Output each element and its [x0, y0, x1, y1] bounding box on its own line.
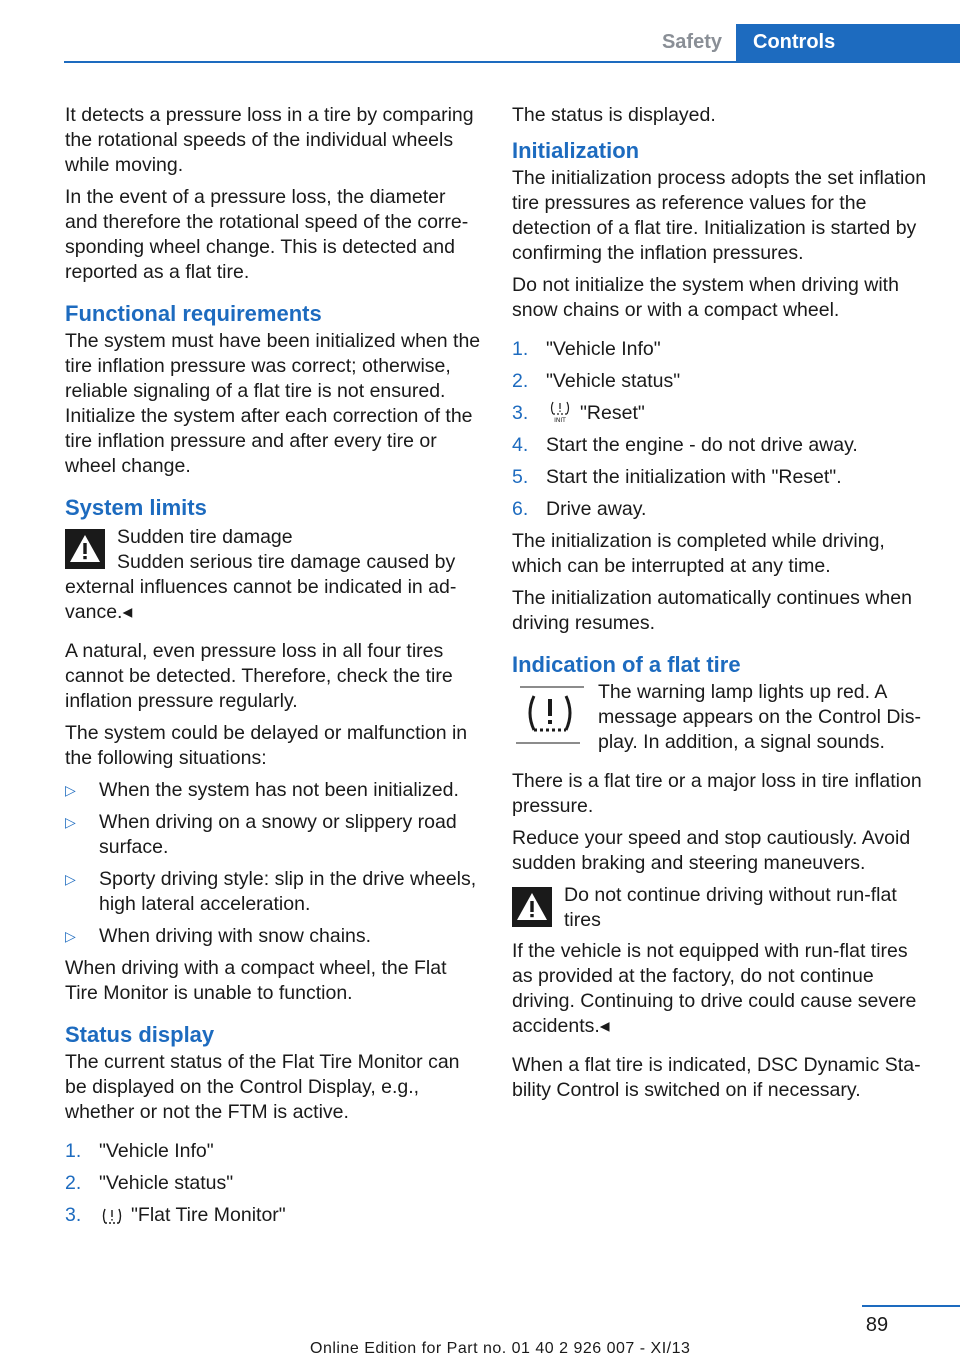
init-steps-list — [512, 337, 932, 522]
paragraph: The system must have been initialized when the tire inflation pressure was correct; otherwise, reliable signaling of a flat tire is not ensured. Initialize the system after each correction of the tire inflation pressure and after every tire or wheel change. — [65, 330, 481, 477]
list-item — [65, 778, 483, 803]
heading-functional-requirements: Functional requirements — [65, 301, 322, 326]
triangle-bullet-icon: ▷ — [65, 814, 76, 830]
svg-text:INIT: INIT — [554, 417, 566, 423]
list-item — [512, 433, 932, 458]
tire-pressure-icon — [101, 1207, 123, 1225]
list-item — [65, 810, 483, 860]
edition-note: Online Edition for Part no. 01 40 2 926 007 - XI/13 — [310, 1340, 691, 1357]
paragraph: When driving with a compact wheel, the Flat Tire Monitor is unable to function. — [65, 957, 447, 1004]
page-number: 89 — [865, 1314, 889, 1336]
list-item — [65, 867, 483, 917]
warning-lamp-block — [512, 680, 932, 755]
warning-triangle-icon — [65, 529, 105, 569]
paragraph: The status is displayed. — [512, 104, 716, 126]
list-item — [512, 401, 932, 426]
list-item-text: When the system has not been initialized. — [99, 779, 459, 801]
step-number: 3. — [512, 402, 529, 424]
step-number: 6. — [512, 498, 529, 520]
step-number: 5. — [512, 466, 529, 488]
step-text: Drive away. — [546, 498, 647, 520]
step-number: 4. — [512, 434, 529, 456]
warning-lamp-text: The warning lamp lights up red. A message appears on the Control Display. In addition, a signal sounds. — [598, 681, 922, 753]
list-item — [512, 465, 932, 490]
list-item-text: When driving with snow chains. — [99, 925, 372, 947]
step-number: 1. — [65, 1140, 82, 1162]
heading-initialization: Initialization — [512, 138, 640, 163]
paragraph: Do not initialize the system when driving with snow chains or with a compact wheel. — [512, 274, 899, 321]
heading-status-display: Status display — [65, 1022, 215, 1047]
heading-system-limits: System limits — [65, 495, 207, 520]
paragraph: A natural, even pressure loss in all four tires cannot be detected. Therefore, check the tire inflation pressure regularly. — [65, 640, 453, 712]
list-item-text: Sporty driving style: slip in the drive wheels, high lateral acceleration. — [99, 868, 477, 915]
paragraph: The current status of the Flat Tire Monitor can be displayed on the Control Display, e.g., whether or not the FTM is active. — [65, 1051, 460, 1123]
triangle-bullet-icon: ▷ — [65, 782, 76, 798]
triangle-bullet-icon: ▷ — [65, 871, 76, 887]
paragraph: The initialization is completed while driving, which can be interrupted at any time. — [512, 530, 885, 577]
left-column — [65, 103, 483, 1235]
step-text: Start the engine - do not drive away. — [546, 434, 858, 456]
warning-title: Sudden tire damage — [117, 526, 293, 548]
step-text: "Vehicle status" — [99, 1172, 234, 1194]
warning-text: If the vehicle is not equipped with run-flat tires as provided at the factory, do not continue driving. Continuing to drive could cause severe accidents.◂ — [512, 940, 917, 1037]
step-text: "Vehicle Info" — [546, 338, 661, 360]
step-number: 3. — [65, 1204, 82, 1226]
list-item — [65, 1139, 483, 1164]
paragraph: The system could be delayed or malfunction in the following situations: — [65, 722, 468, 769]
flat-tire-warning-lamp-icon — [512, 686, 588, 744]
list-item — [65, 924, 483, 949]
step-number: 2. — [65, 1172, 82, 1194]
tire-reset-icon — [548, 401, 572, 423]
list-item-text: When driving on a snowy or slippery road surface. — [99, 811, 457, 858]
list-item — [65, 1203, 483, 1228]
paragraph: It detects a pressure loss in a tire by comparing the rotational speeds of the individual wheels while moving. — [65, 104, 474, 176]
warning-text: Sudden serious tire damage caused by external influences cannot be indicated in advance.◂ — [65, 551, 457, 623]
step-text: "Vehicle Info" — [99, 1140, 214, 1162]
status-steps-list — [65, 1139, 483, 1228]
paragraph: The initialization automatically continues when driving resumes. — [512, 587, 912, 634]
step-number: 1. — [512, 338, 529, 360]
tab-safety[interactable]: Safety — [661, 31, 722, 53]
step-text: "Flat Tire Monitor" — [131, 1204, 286, 1226]
paragraph: In the event of a pressure loss, the diameter and therefore the rotational speed of the corresponding wheel change. This is detected and reported as a flat tire. — [65, 186, 469, 283]
list-item — [512, 337, 932, 362]
step-text: "Reset" — [580, 402, 645, 424]
limits-list — [65, 778, 483, 949]
tab-controls[interactable]: Controls — [736, 24, 960, 61]
step-number: 2. — [512, 370, 529, 392]
warning-triangle-icon — [512, 887, 552, 927]
paragraph: Reduce your speed and stop cautiously. Avoid sudden braking and steering maneuvers. — [512, 827, 911, 874]
list-item — [512, 497, 932, 522]
warning-title: Do not continue driving without run-flat tires — [564, 884, 897, 931]
triangle-bullet-icon: ▷ — [65, 928, 76, 944]
footer-rule — [862, 1305, 960, 1307]
paragraph: The initialization process adopts the set inflation tire pressures as reference values for the detection of a flat tire. Initialization is started by confirming the inflation pressures. — [512, 167, 927, 264]
warning-box — [512, 883, 932, 1039]
list-item — [512, 369, 932, 394]
warning-box — [65, 525, 483, 625]
heading-indication-flat-tire: Indication of a flat tire — [512, 652, 741, 677]
paragraph: There is a flat tire or a major loss in tire inflation pressure. — [512, 770, 922, 817]
list-item — [65, 1171, 483, 1196]
paragraph: When a flat tire is indicated, DSC Dynamic Stability Control is switched on if necessary. — [512, 1054, 921, 1101]
right-column — [512, 103, 932, 1110]
step-text: Start the initialization with "Reset". — [546, 466, 842, 488]
header-rule — [64, 61, 960, 63]
step-text: "Vehicle status" — [546, 370, 681, 392]
